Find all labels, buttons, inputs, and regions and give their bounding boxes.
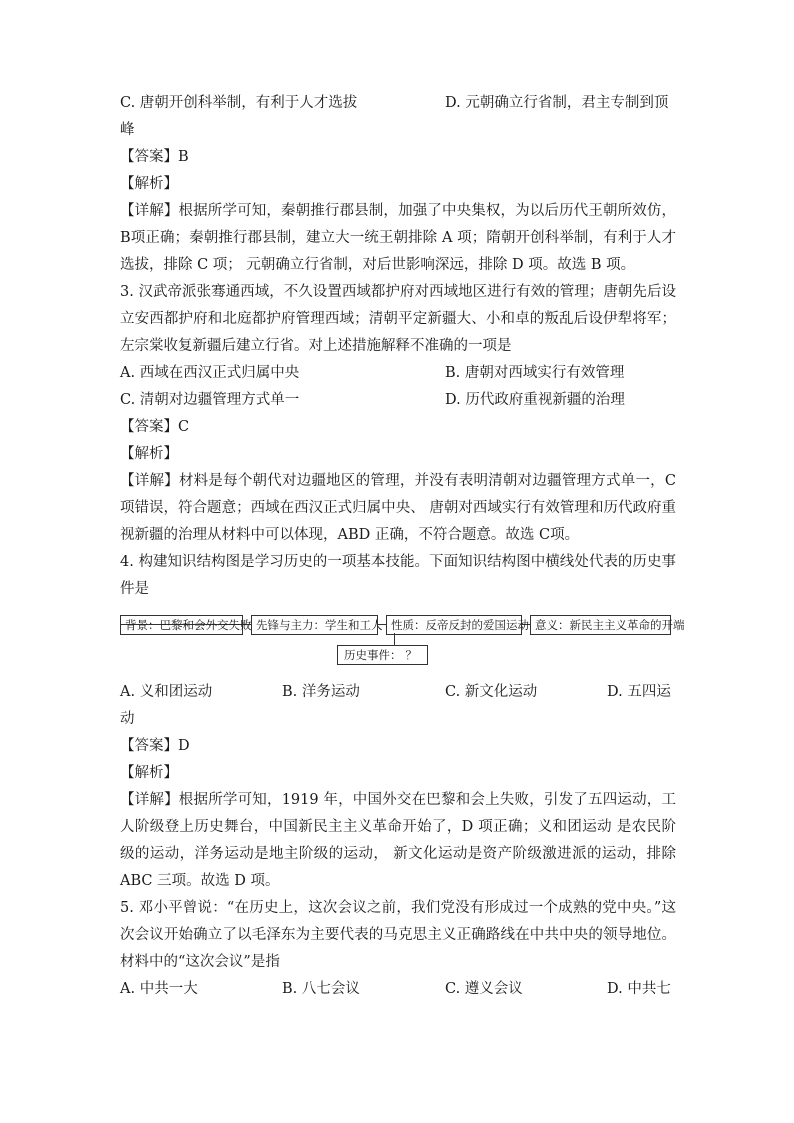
- q3-option-d: D. 历代政府重视新疆的治理: [445, 392, 625, 408]
- q2-detail: 【详解】根据所学可知，秦朝推行郡县制，加强了中央集权，为以后历代王朝所效仿，B项正确；秦朝推行郡县制，建立大一统王朝排除 A 项；隋朝开创科举制，有利于人才选拔，排除 C 项； 元朝确立行省制，对后世影响深远，排除 D 项。故选 B 项。: [120, 203, 676, 273]
- diagram-box-background: 背景：巴黎和会外交失败: [120, 615, 243, 635]
- q3-options-ab: [120, 360, 676, 387]
- knowledge-structure-diagram: [120, 607, 685, 671]
- q4-answer: 【答案】D: [120, 738, 190, 754]
- q4-options: [120, 679, 676, 706]
- q3-stem: 3. 汉武帝派张骞通西域，不久设置西域都护府对西域地区进行有效的管理；唐朝先后设立安西都护府和北庭都护府管理西域；清朝平定新疆大、小和卓的叛乱后设伊犁将军；左宗棠收复新疆后建立行省。对上述措施解释不准确的一项是: [120, 284, 676, 354]
- diagram-box-historical-event: [337, 645, 428, 665]
- q4-option-c: C. 新文化运动: [445, 684, 538, 700]
- q3-answer: 【答案】C: [120, 419, 190, 435]
- q5-option-d: D. 中共七: [607, 981, 671, 997]
- diagram-box-significance: 意义：新民主主义革命的开端: [530, 615, 671, 635]
- q5-options: [120, 976, 676, 1003]
- q5-option-a: A. 中共一大: [120, 981, 198, 997]
- q4-option-d: D. 五四运: [607, 684, 671, 700]
- q3-option-b: B. 唐朝对西域实行有效管理: [445, 365, 625, 381]
- q2-analysis-label: 【解析】: [120, 176, 178, 192]
- q4-option-d-wrap: 动: [120, 711, 135, 727]
- q4-detail: 【详解】根据所学可知，1919 年，中国外交在巴黎和会上失败，引发了五四运动，工人阶级登上历史舞台，中国新民主主义革命开始了，D 项正确；义和团运动 是农民阶级的运动，洋务运动是地主阶级的运动， 新文化运动是资产阶级激进派的运动，排除 ABC 三项。故选 D 项。: [120, 792, 676, 889]
- q4-stem: 4. 构建知识结构图是学习历史的一项基本技能。下面知识结构图中横线处代表的历史事件是: [120, 554, 676, 597]
- event-label: 历史事件：: [344, 648, 402, 662]
- q3-option-a: A. 西域在西汉正式归属中央: [120, 365, 300, 381]
- q5-stem: 5. 邓小平曾说：“在历史上，这次会议之前，我们党没有形成过一个成熟的党中央。”这次会议开始确立了以毛泽东为主要代表的马克思主义正确路线在中共中央的领导地位。材料中的“这次会议”是指: [120, 900, 676, 970]
- q5-option-b: B. 八七会议: [282, 981, 360, 997]
- q2-answer: 【答案】B: [120, 149, 189, 165]
- q2-option-d: D. 元朝确立行省制，君主专制到顶: [445, 95, 669, 111]
- q4-option-b: B. 洋务运动: [282, 684, 360, 700]
- diagram-box-vanguard: 先锋与主力：学生和工人: [251, 615, 378, 635]
- q4-analysis-label: 【解析】: [120, 765, 178, 781]
- q2-options-cd: [120, 90, 676, 117]
- diagram-box-nature: 性质：反帝反封的爱国运动: [386, 615, 522, 635]
- event-blank: ？: [402, 646, 422, 665]
- q3-detail: 【详解】材料是每个朝代对边疆地区的管理，并没有表明清朝对边疆管理方式单一，C 项错误，符合题意；西域在西汉正式归属中央、 唐朝对西域实行有效管理和历代政府重视新疆的治理从材料中可以体现，ABD 正确，不符合题意。故选 C项。: [120, 473, 676, 543]
- q5-option-c: C. 遵义会议: [445, 981, 523, 997]
- q3-analysis-label: 【解析】: [120, 446, 178, 462]
- q2-option-d-wrap: 峰: [120, 122, 135, 138]
- q3-option-c: C. 清朝对边疆管理方式单一: [120, 392, 300, 408]
- q3-options-cd: [120, 387, 676, 414]
- diagram-vertical-connector: [394, 633, 395, 645]
- q2-option-c: C. 唐朝开创科举制，有利于人才选拔: [120, 95, 358, 111]
- document-page: [120, 90, 685, 1003]
- q4-option-a: A. 义和团运动: [120, 684, 213, 700]
